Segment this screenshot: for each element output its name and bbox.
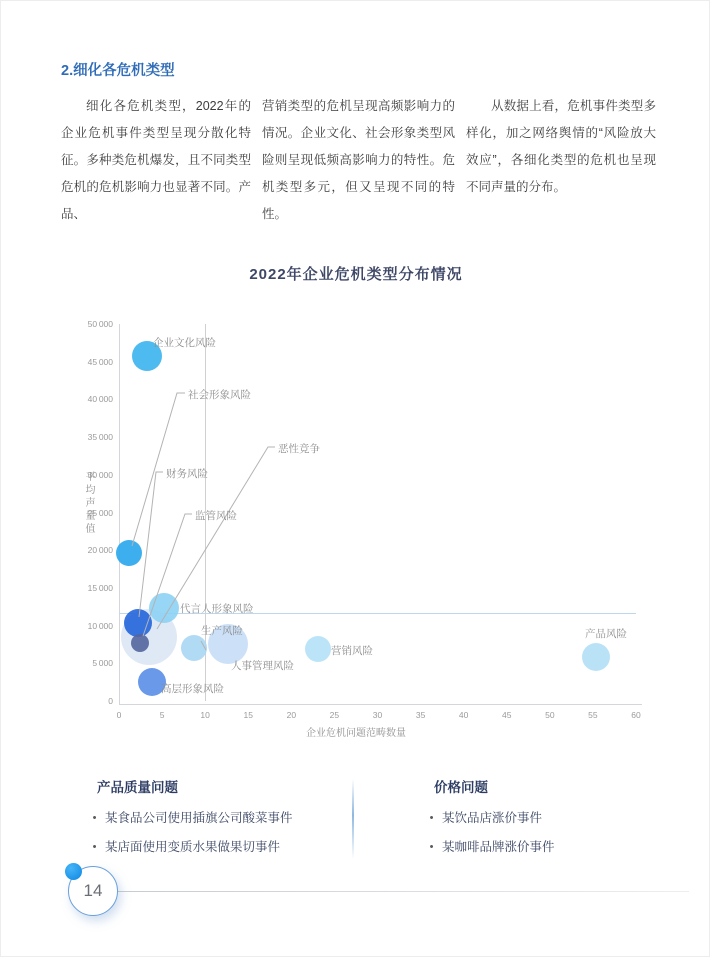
list-item-text: 某店面使用变质水果做果切事件 <box>105 840 281 854</box>
x-tick-label: 0 <box>116 710 122 720</box>
x-tick-label: 10 <box>200 710 210 720</box>
x-tick-label: 55 <box>588 710 598 720</box>
x-tick-label: 40 <box>458 710 469 720</box>
section-heading: 2.细化各危机类型 <box>61 63 175 79</box>
x-tick-label: 15 <box>243 710 253 720</box>
chart-title: 2022年企业危机类型分布情况 <box>249 266 463 283</box>
bubble-label: 代言人形象风险 <box>180 603 254 615</box>
bubble-label: 社会形象风险 <box>188 389 251 401</box>
accent-dot-icon <box>65 863 82 880</box>
y-tick-label: 10 000 <box>87 620 113 631</box>
y-tick-label: 35 000 <box>87 432 113 443</box>
x-tick-label: 5 <box>159 710 165 720</box>
list-item-text: 某咖啡品牌涨价事件 <box>442 840 555 854</box>
chart-bubble <box>131 634 149 652</box>
y-tick-label: 50 000 <box>87 319 113 329</box>
bullet-icon: • <box>429 841 434 853</box>
chart-bubble <box>582 643 610 671</box>
y-tick-label: 40 000 <box>87 394 113 405</box>
x-tick-label: 30 <box>372 710 383 720</box>
bubble-label: 财务风险 <box>166 468 208 480</box>
bubble-label: 产品风险 <box>585 628 627 640</box>
chart-bubble <box>305 636 331 662</box>
bubble-label: 营销风险 <box>331 645 373 657</box>
y-axis-title: 平均声量值 <box>83 470 94 536</box>
y-axis-line <box>119 324 120 705</box>
y-tick-label: 45 000 <box>87 356 113 367</box>
bubble-label: 监管风险 <box>195 510 237 522</box>
bubble-label: 高层形象风险 <box>161 683 224 695</box>
y-tick-label: 5 000 <box>92 658 113 669</box>
y-tick-label: 20 000 <box>87 545 113 556</box>
bubble-label: 生产风险 <box>201 625 243 637</box>
list-item <box>421 839 691 856</box>
highlight-heading-left: 产品质量问题 <box>97 780 178 795</box>
x-axis-title: 企业危机问题范畴数量 <box>306 728 406 739</box>
bubble-label: 企业文化风险 <box>153 337 216 349</box>
highlight-list-right <box>421 810 691 856</box>
list-item <box>84 810 354 827</box>
bullet-icon: • <box>92 841 97 853</box>
highlight-section-product-quality <box>84 776 354 868</box>
footer-rule <box>117 891 689 892</box>
x-tick-label: 60 <box>631 710 641 720</box>
list-item-text: 某饮品店涨价事件 <box>442 811 543 825</box>
x-tick-label: 35 <box>415 710 426 720</box>
x-tick-label: 25 <box>329 710 340 720</box>
page-number: 14 <box>83 881 103 900</box>
list-item <box>421 810 691 827</box>
x-tick-label: 20 <box>286 710 297 720</box>
bubble-label: 人事管理风险 <box>231 660 294 672</box>
y-tick-label: 15 000 <box>87 582 113 593</box>
x-tick-label: 50 <box>545 710 555 720</box>
x-axis-line <box>119 704 642 705</box>
bullet-icon: • <box>429 812 434 824</box>
bullet-icon: • <box>92 812 97 824</box>
paragraph-column-3: 从数据上看，危机事件类型多样化，加之网络舆情的“风险放大效应”，各细化类型的危机也呈现不同声量的分布。 <box>466 99 656 194</box>
list-item-text: 某食品公司使用插旗公司酸菜事件 <box>105 811 293 825</box>
y-tick-label: 25 000 <box>87 507 113 518</box>
y-tick-label: 30 000 <box>87 469 113 480</box>
chart-bubble <box>116 540 142 566</box>
list-item <box>84 839 354 856</box>
chart-bubble <box>149 593 179 623</box>
y-tick-label: 0 <box>108 696 113 706</box>
section-divider <box>352 779 354 859</box>
paragraph-column-1: 细化各危机类型，2022年的企业危机事件类型呈现分散化特征。多种类危机爆发，且不同类型危机的危机影响力也显著不同。产品、 <box>61 99 251 221</box>
paragraph-column-2: 营销类型的危机呈现高频影响力的情况。企业文化、社会形象类型风险则呈现低频高影响力的特性。危机类型多元，但又呈现不同的特性。 <box>262 99 455 221</box>
highlight-heading-right: 价格问题 <box>434 780 488 795</box>
x-tick-label: 45 <box>502 710 512 720</box>
highlight-section-price <box>421 776 691 868</box>
chart-bubble <box>181 635 207 661</box>
highlight-list-left <box>84 810 354 856</box>
bubble-label: 恶性竞争 <box>278 443 320 455</box>
